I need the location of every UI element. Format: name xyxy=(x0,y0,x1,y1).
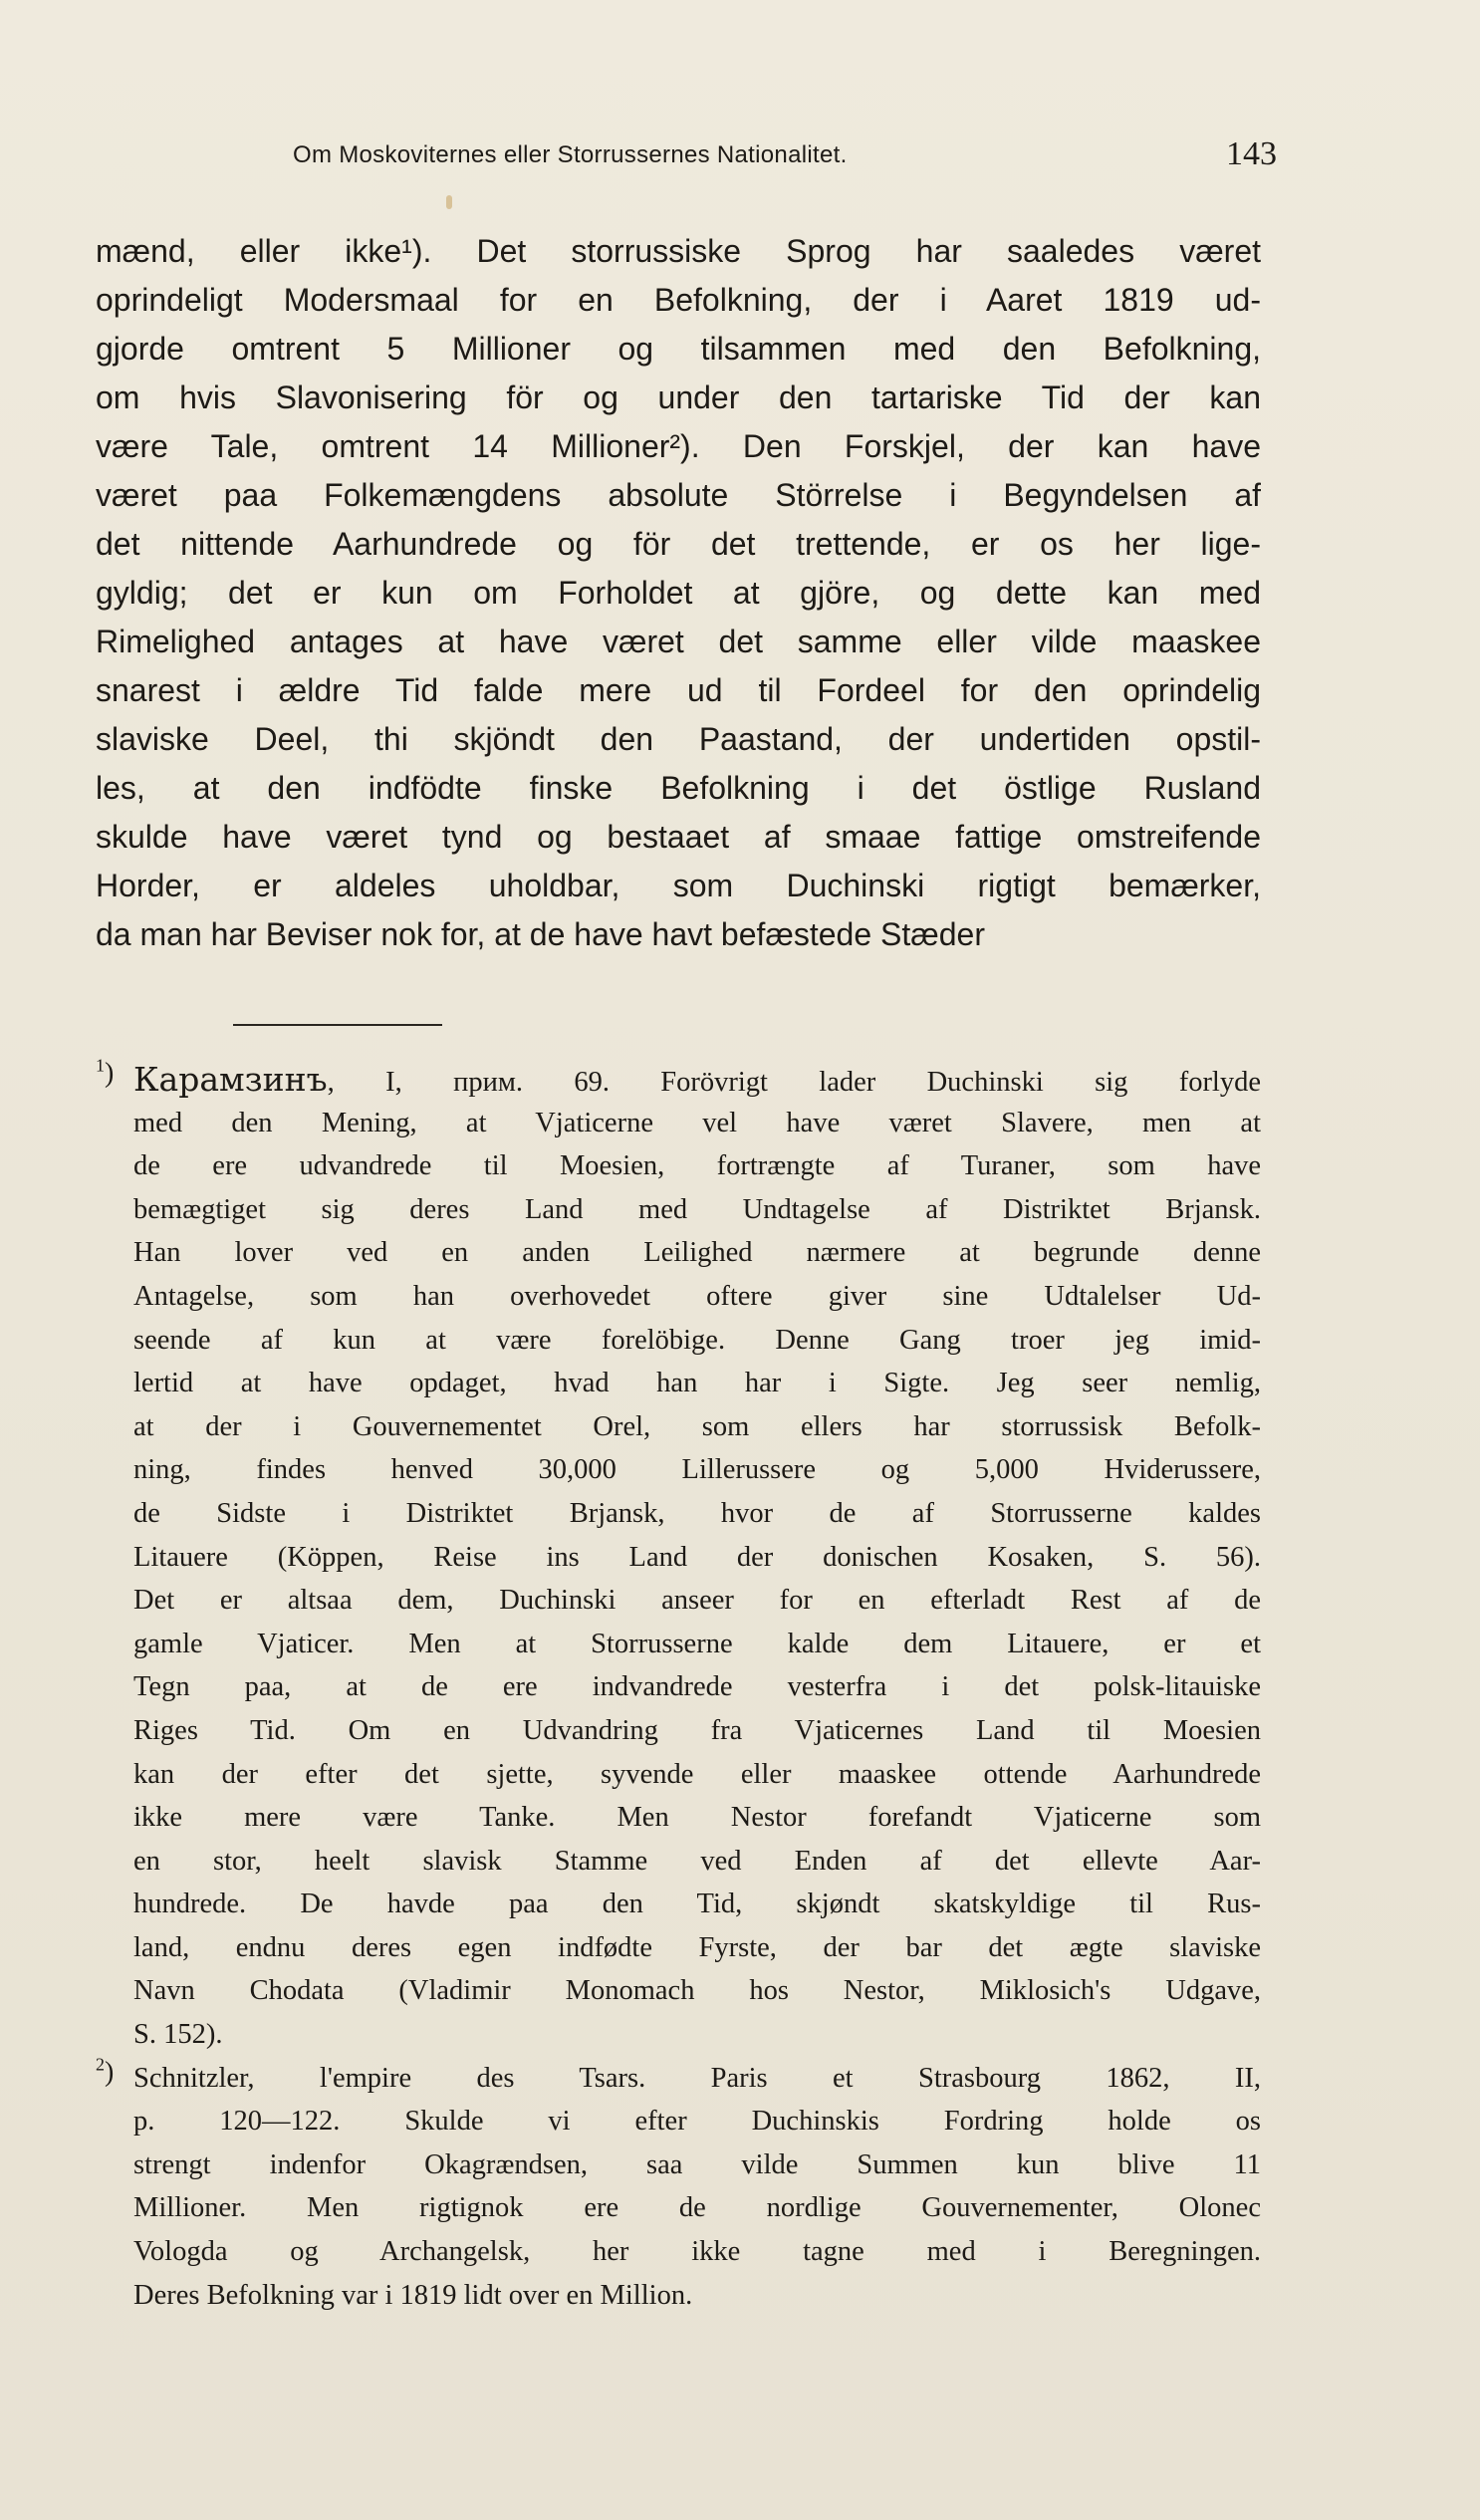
text-line: gyldig; det er kun om Forholdet at gjöre, og dette kan med xyxy=(96,575,1261,611)
footnote-line: hundrede. De havde paa den Tid, skjøndt skatskyldige til Rus- xyxy=(133,1889,1261,1920)
text-line: slaviske Deel, thi skjöndt den Paastand, der undertiden opstil- xyxy=(96,721,1261,757)
text-line: gjorde omtrent 5 Millioner og tilsammen med den Befolkning, xyxy=(96,331,1261,367)
text-line: da man har Beviser nok for, at de have havt befæstede Stæder xyxy=(96,916,985,952)
footnote-line: seende af kun at være forelöbige. Denne Gang troer jeg imid- xyxy=(133,1324,1261,1356)
footnotes xyxy=(96,1055,1261,2317)
footnote-line: Vologda og Archangelsk, her ikke tagne med i Beregningen. xyxy=(133,2236,1261,2268)
footnote-line: Antagelse, som han overhovedet oftere giver sine Udtalelser Ud- xyxy=(133,1280,1261,1312)
text-line: været paa Folkemængdens absolute Störrelse i Begyndelsen af xyxy=(96,477,1261,513)
footnote-line: p. 120—122. Skulde vi efter Duchinskis Fordring holde os xyxy=(133,2106,1261,2138)
footnote-line: ning, findes henved 30,000 Lillerussere og 5,000 Hviderussere, xyxy=(133,1454,1261,1486)
footnote-line: de ere udvandrede til Moesien, fortrængte af Turaner, som have xyxy=(133,1150,1261,1182)
footnote-line: de Sidste i Distriktet Brjansk, hvor de af Storrusserne kaldes xyxy=(133,1497,1261,1529)
text-line: skulde have været tynd og bestaaet af smaae fattige omstreifende xyxy=(96,819,1261,855)
text-line: oprindeligt Modersmaal for en Befolkning, der i Aaret 1819 ud- xyxy=(96,282,1261,318)
footnote-line: Deres Befolkning var i 1819 lidt over en Million. xyxy=(133,2279,693,2311)
text-line: være Tale, omtrent 14 Millioner²). Den Forskjel, der kan have xyxy=(96,428,1261,464)
footnote-2 xyxy=(96,2054,1261,2318)
paper-stain xyxy=(446,195,452,209)
text-line: Horder, er aldeles uholdbar, som Duchinski rigtigt bemærker, xyxy=(96,868,1261,903)
text-line: om hvis Slavonisering för og under den tartariske Tid der kan xyxy=(96,379,1261,415)
text-line: mænd, eller ikke¹). Det storrussiske Sprog har saaledes været xyxy=(96,233,1261,269)
footnote-line: Det er altsaa dem, Duchinski anseer for en efterladt Rest af de xyxy=(133,1585,1261,1617)
footnote-marker: $^1$) xyxy=(96,1055,115,1089)
footnote-marker: $^2$) xyxy=(96,2054,115,2088)
footnote-line: Riges Tid. Om en Udvandring fra Vjaticernes Land til Moesien xyxy=(133,1714,1261,1746)
main-text xyxy=(96,227,1261,959)
footnote-separator xyxy=(233,1024,442,1026)
text-line: det nittende Aarhundrede og för det trettende, er os her lige- xyxy=(96,526,1261,562)
footnote-line: lertid at have opdaget, hvad han har i Sigte. Jeg seer nemlig, xyxy=(133,1368,1261,1399)
text-line: snarest i ældre Tid falde mere ud til Fordeel for den oprindelig xyxy=(96,672,1261,708)
footnote-line: land, endnu deres egen indfødte Fyrste, der bar det ægte slaviske xyxy=(133,1931,1261,1963)
text-line: Rimelighed antages at have været det samme eller vilde maaskee xyxy=(96,624,1261,659)
footnote-line: Navn Chodata (Vladimir Monomach hos Nestor, Miklosich's Udgave, xyxy=(133,1975,1261,2007)
footnote-reference: Карамзинъ xyxy=(133,1060,328,1099)
footnote-line: Han lover ved en anden Leilighed nærmere at begrunde denne xyxy=(133,1237,1261,1269)
footnote-line: strengt indenfor Okagrændsen, saa vilde Summen kun blive 11 xyxy=(133,2148,1261,2180)
footnote-line: bemægtiget sig deres Land med Undtagelse af Distriktet Brjansk. xyxy=(133,1193,1261,1225)
footnote-1 xyxy=(96,1055,1261,2057)
footnote-line: gamle Vjaticer. Men at Storrusserne kalde dem Litauere, er et xyxy=(133,1628,1261,1659)
footnote-text: , I, прим. 69. Forövrigt lader Duchinski sig forlyde xyxy=(327,1067,1261,1098)
footnote-line xyxy=(96,1055,1261,1102)
footnote-line: Millioner. Men rigtignok ere de nordlige Gouvernementer, Olonec xyxy=(133,2192,1261,2224)
page-number: 143 xyxy=(1226,135,1277,172)
footnote-line: med den Mening, at Vjaticerne vel have været Slavere, men at xyxy=(133,1107,1261,1138)
footnote-line: kan der efter det sjette, syvende eller maaskee ottende Aarhundrede xyxy=(133,1758,1261,1790)
footnote-line: at der i Gouvernementet Orel, som ellers har storrussisk Befolk- xyxy=(133,1410,1261,1442)
footnote-line: Litauere (Köppen, Reise ins Land der donischen Kosaken, S. 56). xyxy=(133,1541,1261,1573)
running-title: Om Moskoviternes eller Storrussernes Nationalitet. xyxy=(293,141,848,168)
text-line: les, at den indfödte finske Befolkning i det östlige Rusland xyxy=(96,770,1261,806)
footnote-line: ikke mere være Tanke. Men Nestor forefandt Vjaticerne som xyxy=(133,1802,1261,1834)
footnote-line: Schnitzler, l'empire des Tsars. Paris et Strasbourg 1862, II, xyxy=(133,2062,1261,2094)
footnote-line: en stor, heelt slavisk Stamme ved Enden af det ellevte Aar- xyxy=(133,1845,1261,1877)
footnote-line: S. 152). xyxy=(133,2019,223,2051)
page-header xyxy=(96,135,1277,181)
footnote-line: Tegn paa, at de ere indvandrede vesterfra i det polsk-litauiske xyxy=(133,1671,1261,1703)
